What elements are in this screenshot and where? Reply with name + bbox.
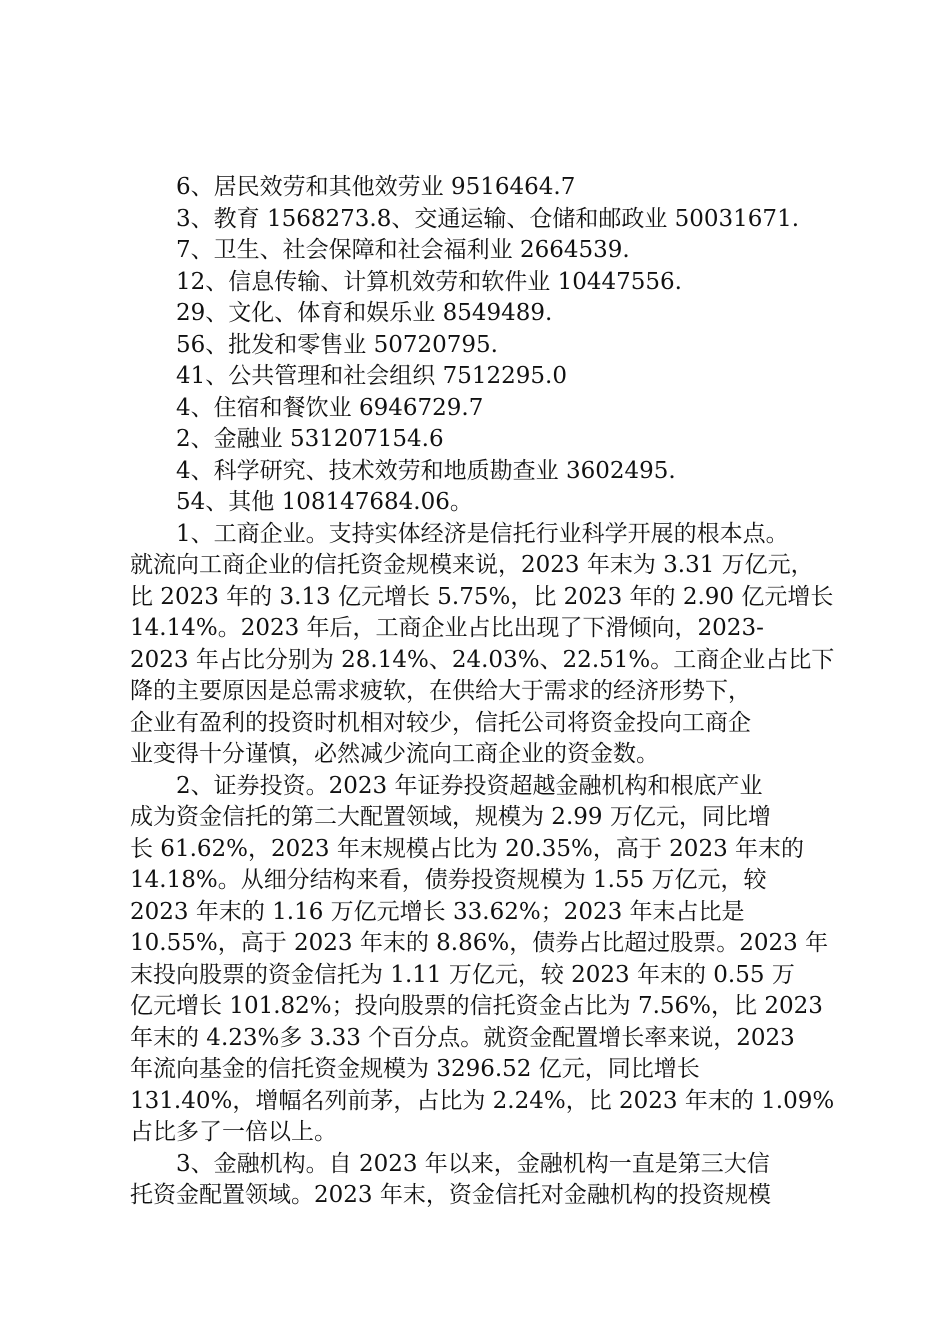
text-line: 131.40%，增幅名列前茅，占比为 2.24%，比 2023 年末的 1.09%	[130, 1087, 835, 1114]
text-line: 4、住宿和餐饮业 6946729.7	[176, 394, 484, 421]
text-line: 7、卫生、社会保障和社会福利业 2664539.	[176, 237, 630, 263]
text-line: 年末的 4.23%多 3.33 个百分点。就资金配置增长率来说，2023	[130, 1024, 795, 1051]
text-line: 降的主要原因是总需求疲软，在供给大于需求的经济形势下，	[130, 678, 751, 704]
text-line: 托资金配置领域。2023 年末，资金信托对金融机构的投资规模	[130, 1182, 771, 1208]
text-line: 12、信息传输、计算机效劳和软件业 10447556.	[176, 268, 682, 295]
text-line: 10.55%，高于 2023 年末的 8.86%，债券占比超过股票。2023 年	[130, 930, 829, 956]
text-line: 业变得十分谨慎，必然减少流向工商企业的资金数。	[130, 741, 659, 767]
text-line: 比 2023 年的 3.13 亿元增长 5.75%，比 2023 年的 2.90 亿元增长	[130, 583, 834, 610]
text-line: 就流向工商企业的信托资金规模来说，2023 年末为 3.31 万亿元，	[130, 552, 814, 578]
text-line: 2023 年占比分别为 28.14%、24.03%、22.51%。工商企业占比下	[130, 646, 835, 673]
text-line: 1、工商企业。支持实体经济是信托行业科学开展的根本点。	[176, 520, 789, 547]
text-line: 3、教育 1568273.8、交通运输、仓储和邮政业 50031671.	[176, 205, 800, 232]
text-line: 成为资金信托的第二大配置领域，规模为 2.99 万亿元，同比增	[130, 804, 771, 830]
text-line: 56、批发和零售业 50720795.	[176, 331, 498, 358]
text-line: 14.18%。从细分结构来看，债券投资规模为 1.55 万亿元，较	[130, 867, 767, 893]
text-line: 3、金融机构。自 2023 年以来，金融机构一直是第三大信	[176, 1150, 770, 1177]
text-line: 2、金融业 531207154.6	[176, 426, 444, 452]
document-body	[130, 172, 835, 1212]
text-line: 年流向基金的信托资金规模为 3296.52 亿元，同比增长	[130, 1056, 700, 1082]
text-line: 4、科学研究、技术效劳和地质勘查业 3602495.	[176, 457, 676, 484]
text-line: 企业有盈利的投资时机相对较少，信托公司将资金投向工商企	[130, 709, 751, 736]
text-line: 末投向股票的资金信托为 1.11 万亿元，较 2023 年末的 0.55 万	[130, 961, 795, 988]
text-line: 54、其他 108147684.06。	[176, 489, 473, 515]
text-line: 2023 年末的 1.16 万亿元增长 33.62%；2023 年末占比是	[130, 898, 745, 925]
text-line: 亿元增长 101.82%；投向股票的信托资金占比为 7.56%，比 2023	[130, 993, 823, 1019]
text-line: 长 61.62%，2023 年末规模占比为 20.35%，高于 2023 年末的	[130, 835, 805, 862]
text-line: 2、证券投资。2023 年证券投资超越金融机构和根底产业	[176, 772, 763, 799]
text-line: 14.14%。2023 年后，工商企业占比出现了下滑倾向，2023-	[130, 615, 764, 641]
text-line: 29、文化、体育和娱乐业 8549489.	[176, 300, 553, 326]
text-line: 6、居民效劳和其他效劳业 9516464.7	[176, 174, 576, 200]
text-line: 41、公共管理和社会组织 7512295.0	[176, 363, 567, 389]
text-line: 占比多了一倍以上。	[130, 1119, 337, 1145]
